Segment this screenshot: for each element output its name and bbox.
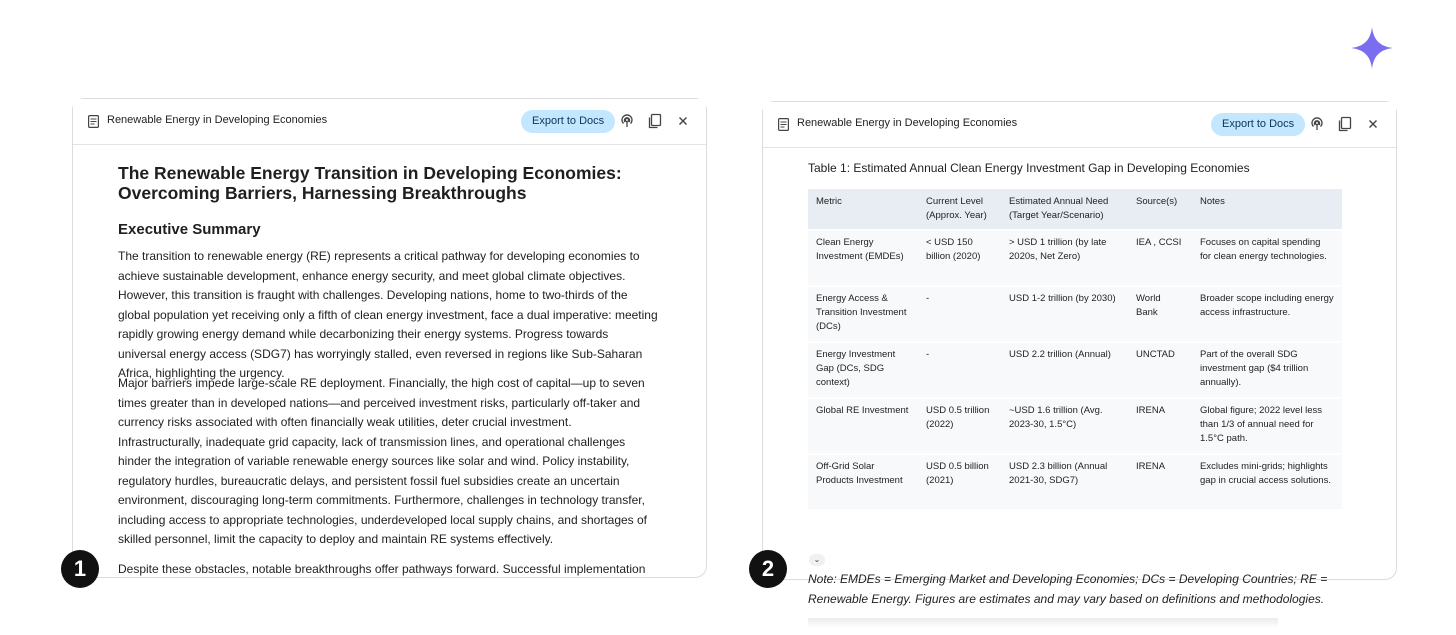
podcast-icon[interactable] bbox=[1308, 115, 1326, 133]
table-cell: ~USD 1.6 trillion (Avg. 2023-30, 1.5°C) bbox=[1001, 398, 1128, 454]
table-row bbox=[808, 230, 1342, 286]
investment-gap-table bbox=[808, 189, 1342, 509]
paragraph: The transition to renewable energy (RE) represents a critical pathway for developing economies to achieve sustainable development, enhance energy security, and meet global climate objectives. However, this transition is fraught with challenges. Developing nations, home to two-thirds of the global population yet receiving only a fifth of clean energy investment, face a dual imperative: meeting rapidly growing energy demand while decarbonizing their energy systems. Progress towards universal energy access (SDG7) has worryingly stalled, even reversed in regions like Sub-Saharan Africa, highlighting the urgency. bbox=[118, 249, 658, 380]
close-icon[interactable] bbox=[674, 112, 692, 130]
sparkle-icon bbox=[1350, 26, 1394, 70]
step-badge: 2 bbox=[749, 550, 787, 588]
document-icon bbox=[88, 115, 99, 128]
chevron-down-icon[interactable]: ⌄ bbox=[809, 554, 825, 566]
table-cell: IEA , CCSI bbox=[1128, 230, 1192, 286]
copy-icon[interactable] bbox=[1336, 115, 1354, 133]
panel-title: Renewable Energy in Developing Economies bbox=[107, 114, 328, 126]
table-cell: UNCTAD bbox=[1128, 342, 1192, 398]
document-title: The Renewable Energy Transition in Developing Economies: Overcoming Barriers, Harnessing Breakthroughs bbox=[118, 163, 622, 203]
table-cell: USD 0.5 trillion (2022) bbox=[918, 398, 1001, 454]
column-header: Estimated Annual Need (Target Year/Scenario) bbox=[1001, 189, 1128, 230]
table-cell: Part of the overall SDG investment gap ($4 trillion annually). bbox=[1192, 342, 1342, 398]
copy-icon[interactable] bbox=[646, 112, 664, 130]
table-row bbox=[808, 454, 1342, 509]
table-header-row bbox=[808, 189, 1342, 230]
table-note: Note: EMDEs = Emerging Market and Developing Economies; DCs = Developing Countries; RE = Renewable Energy. Figures are estimates and may vary based on definitions and methodologies. bbox=[808, 572, 1328, 606]
table-cell: Energy Investment Gap (DCs, SDG context) bbox=[808, 342, 918, 398]
document-body bbox=[763, 148, 1396, 606]
document-icon bbox=[778, 118, 789, 131]
doc-panel-2 bbox=[762, 101, 1397, 606]
table-cell: Energy Access & Transition Investment (DCs) bbox=[808, 286, 918, 342]
section-heading: Executive Summary bbox=[118, 221, 261, 238]
panel-header bbox=[73, 99, 706, 145]
step-badge: 1 bbox=[61, 550, 99, 588]
panel-header bbox=[763, 102, 1396, 148]
paragraph: Despite these obstacles, notable breakthroughs offer pathways forward. Successful implementation bbox=[118, 562, 646, 576]
table-title: Table 1: Estimated Annual Clean Energy Investment Gap in Developing Economies bbox=[808, 161, 1250, 175]
truncated-text bbox=[808, 618, 1278, 628]
table-cell: Focuses on capital spending for clean energy technologies. bbox=[1192, 230, 1342, 286]
table-cell: USD 2.2 trillion (Annual) bbox=[1001, 342, 1128, 398]
table-cell: < USD 150 billion (2020) bbox=[918, 230, 1001, 286]
table-row bbox=[808, 398, 1342, 454]
export-to-docs-button[interactable]: Export to Docs bbox=[1211, 113, 1305, 136]
column-header: Current Level (Approx. Year) bbox=[918, 189, 1001, 230]
column-header: Metric bbox=[808, 189, 918, 230]
table-cell: Global figure; 2022 level less than 1/3 of annual need for 1.5°C path. bbox=[1192, 398, 1342, 454]
column-header: Notes bbox=[1192, 189, 1342, 230]
table-cell: > USD 1 trillion (by late 2020s, Net Zero) bbox=[1001, 230, 1128, 286]
table-cell: USD 0.5 billion (2021) bbox=[918, 454, 1001, 509]
table-cell: - bbox=[918, 342, 1001, 398]
table-row bbox=[808, 342, 1342, 398]
panel-title: Renewable Energy in Developing Economies bbox=[797, 117, 1018, 129]
table-cell: - bbox=[918, 286, 1001, 342]
table-cell: IRENA bbox=[1128, 454, 1192, 509]
table-cell: IRENA bbox=[1128, 398, 1192, 454]
document-body bbox=[73, 145, 706, 577]
table-cell: World Bank bbox=[1128, 286, 1192, 342]
table-cell: USD 1-2 trillion (by 2030) bbox=[1001, 286, 1128, 342]
close-icon[interactable] bbox=[1364, 115, 1382, 133]
export-to-docs-button[interactable]: Export to Docs bbox=[521, 110, 615, 133]
column-header: Source(s) bbox=[1128, 189, 1192, 230]
table-cell: Off-Grid Solar Products Investment bbox=[808, 454, 918, 509]
table-cell: Global RE Investment bbox=[808, 398, 918, 454]
doc-panel-1 bbox=[72, 98, 707, 578]
table-cell: Excludes mini-grids; highlights gap in crucial access solutions. bbox=[1192, 454, 1342, 509]
paragraph: Major barriers impede large-scale RE deployment. Financially, the high cost of capital—up to seven times greater than in developed nations—and perceived investment risks, particularly off-taker and currency risks associated with often financially weak utilities, deter crucial investment. Infrastructurally, inadequate grid capacity, lack of transmission lines, and operational challenges hinder the integration of variable renewable energy sources like solar and wind. Policy instability, regulatory hurdles, bureaucratic delays, and persistent fossil fuel subsidies create an uncertain environment, discouraging long-term commitments. Furthermore, challenges in technology transfer, including access to appropriate technologies, underdeveloped local supply chains, and shortages of skilled personnel, limit the capacity to deploy and maintain RE systems effectively. bbox=[118, 376, 648, 546]
table-row bbox=[808, 286, 1342, 342]
table-cell: USD 2.3 billion (Annual 2021-30, SDG7) bbox=[1001, 454, 1128, 509]
table-cell: Clean Energy Investment (EMDEs) bbox=[808, 230, 918, 286]
table-cell: Broader scope including energy access infrastructure. bbox=[1192, 286, 1342, 342]
podcast-icon[interactable] bbox=[618, 112, 636, 130]
